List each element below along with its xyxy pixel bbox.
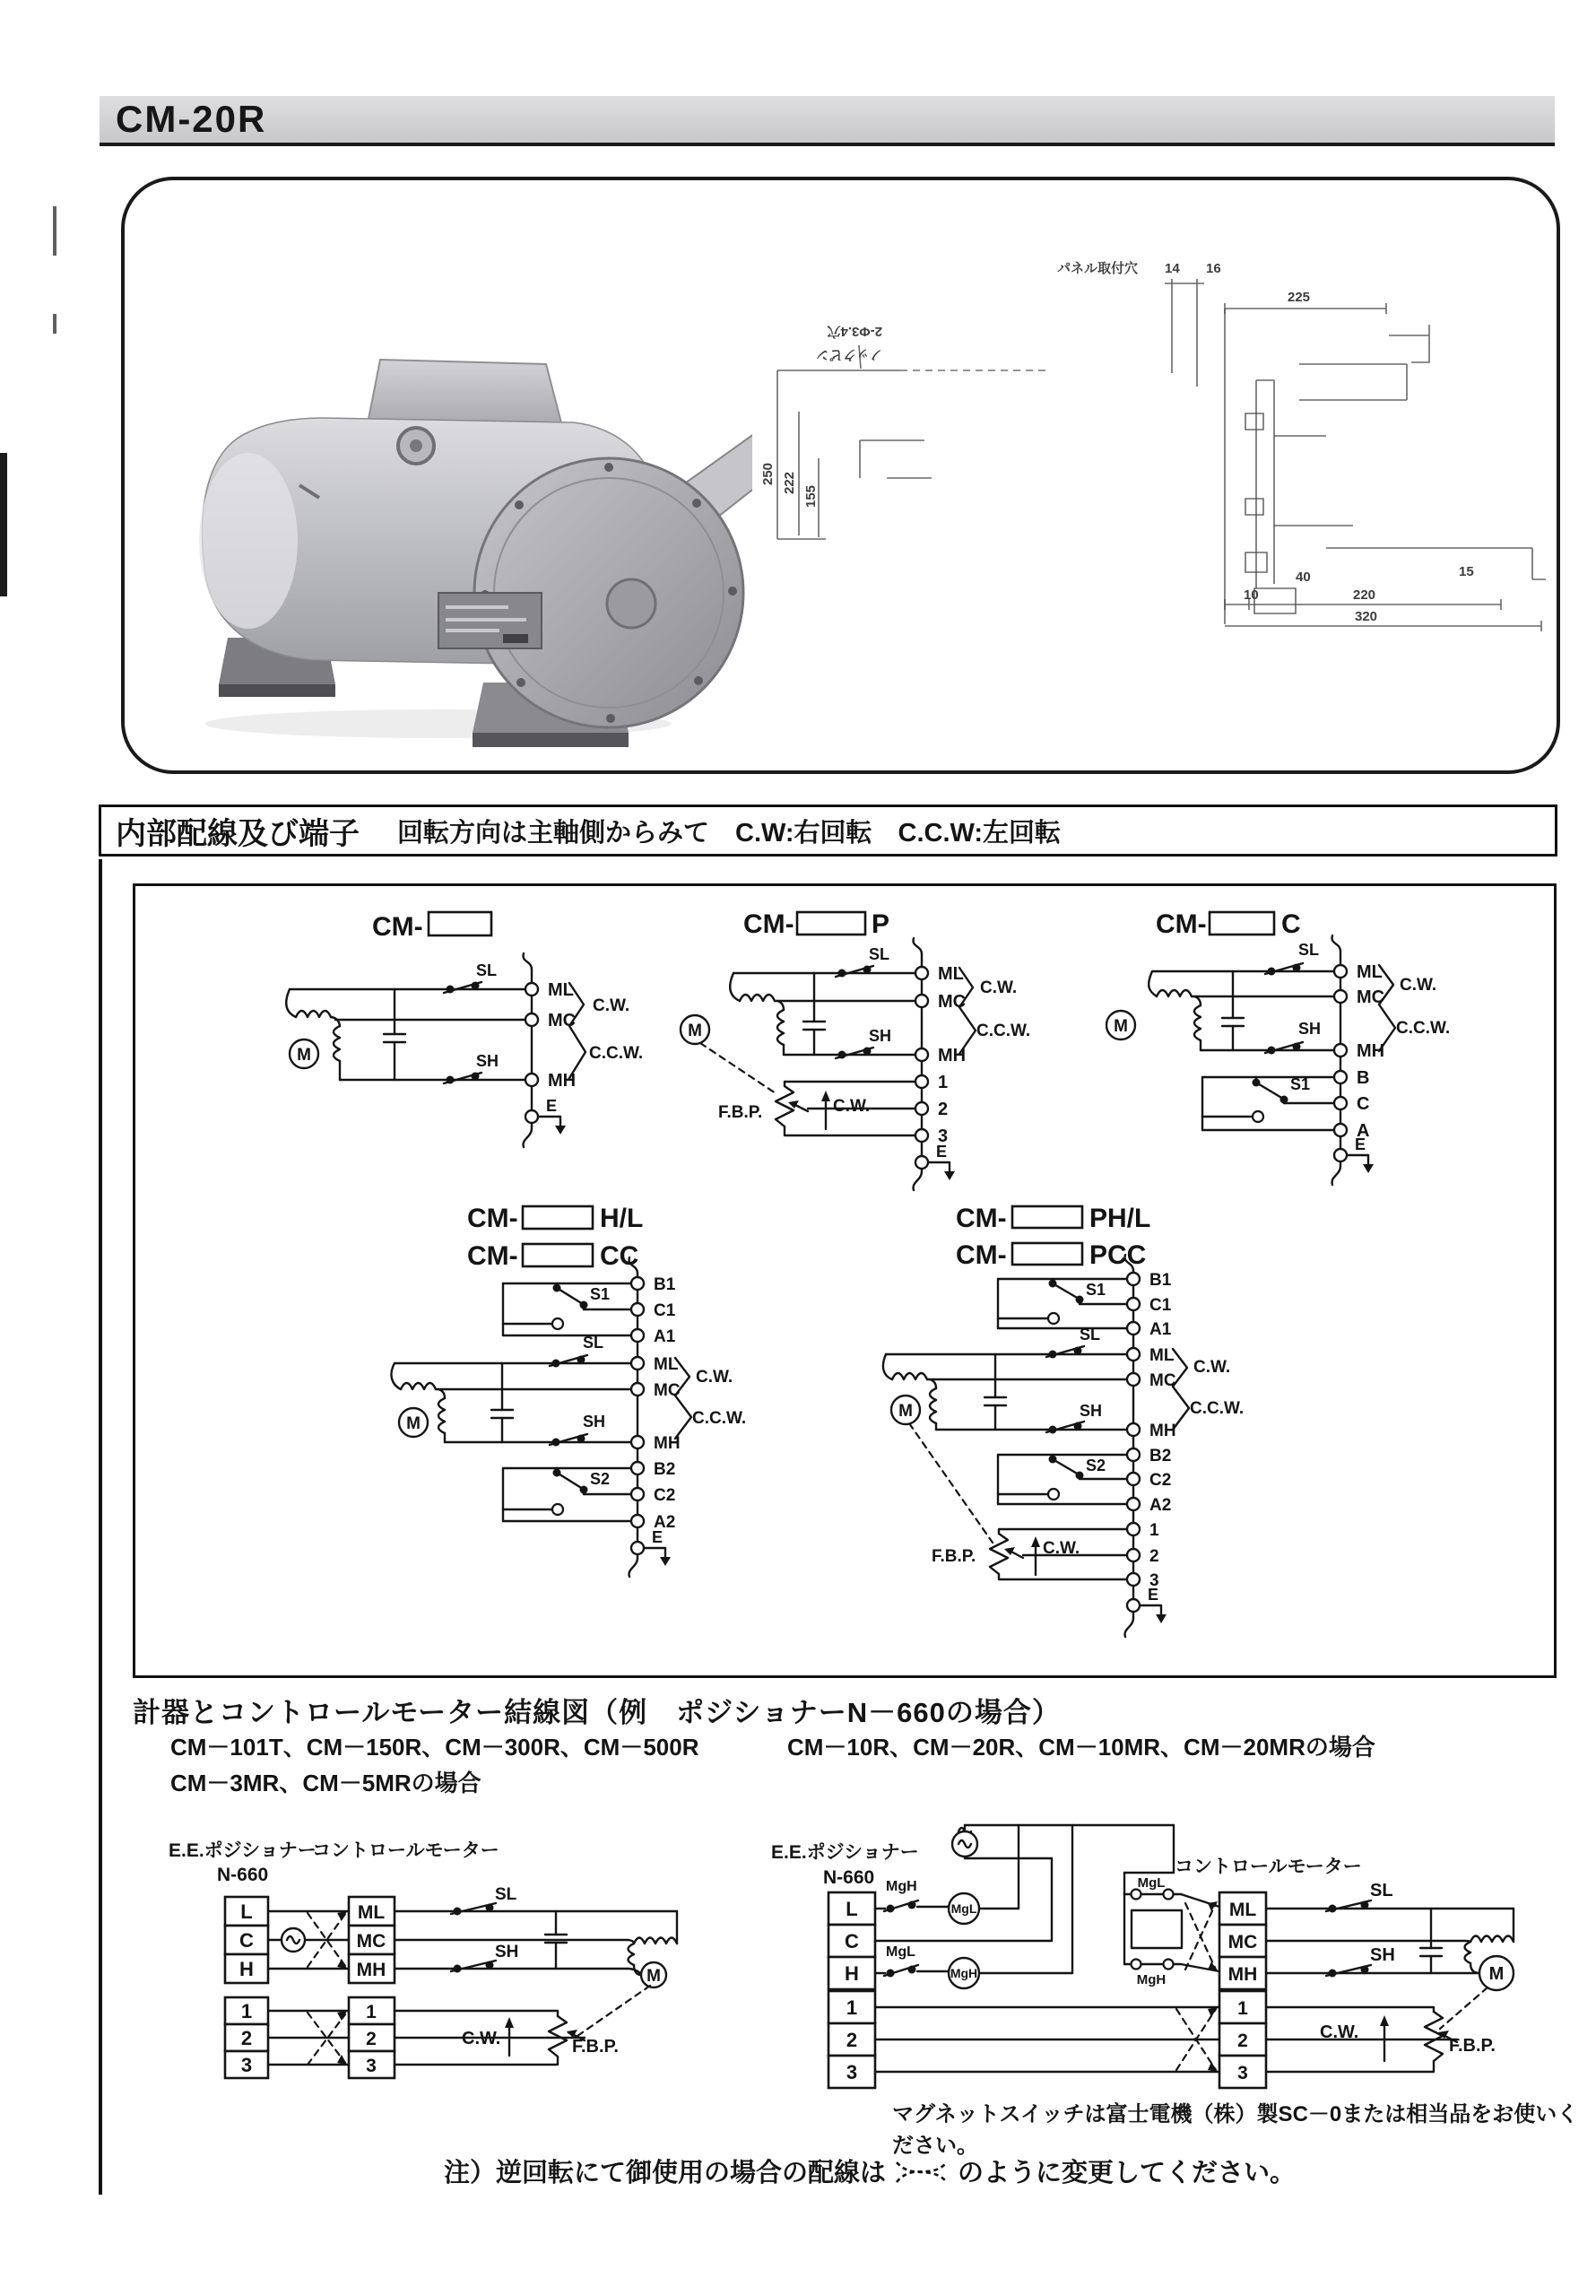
scan-artifact: [53, 314, 56, 334]
model-list-line: CM－101T、CM－150R、CM－300R、CM－500R: [170, 1734, 699, 1761]
svg-text:3: 3: [1237, 2063, 1248, 2083]
diagram-title-suffix: CC: [600, 1241, 639, 1271]
switch-label: SL: [869, 945, 890, 963]
model-code: CM-20R: [116, 98, 267, 140]
positioner-label: E.E.ポジショナー: [771, 1842, 919, 1863]
switch-label: S2: [1086, 1457, 1106, 1474]
cw-arrow: [1031, 1536, 1040, 1547]
dim-label: ノックピン: [816, 347, 882, 362]
terminal-label: C1: [654, 1301, 676, 1320]
rotation-label: C.C.W.: [589, 1044, 644, 1063]
rotation-label: C.C.W.: [1396, 1019, 1451, 1038]
svg-text:L: L: [846, 1898, 858, 1920]
terminal-label: MH: [1357, 1041, 1385, 1061]
switch-label: SH: [869, 1027, 892, 1045]
terminal-strips: [828, 1892, 1266, 2088]
terminal-label: E: [652, 1528, 664, 1546]
rotation-label: C.W.: [462, 2029, 501, 2048]
dim-value: 155: [803, 484, 819, 508]
rotation-label: C.W.: [1400, 976, 1437, 995]
terminal-label: ML: [654, 1355, 679, 1374]
terminal-label: MC: [1357, 987, 1385, 1007]
rotation-label: C.C.W.: [1190, 1399, 1245, 1418]
rotation-label: C.W.: [833, 1097, 871, 1116]
note-text: 注）逆回転にて御使用の場合の配線は: [444, 2159, 887, 2187]
dashed-link: [700, 1043, 776, 1093]
dim-value: 220: [1353, 587, 1376, 603]
scan-artifact: [0, 453, 7, 596]
svg-text:ML: ML: [357, 1902, 386, 1923]
diagram-title-suffix: PCC: [1089, 1240, 1147, 1270]
model-number-box: [523, 1206, 593, 1229]
switch-label: S1: [1290, 1075, 1311, 1093]
switch-label: SL: [495, 1885, 517, 1904]
svg-text:C: C: [845, 1930, 859, 1952]
terminal-label: MH: [654, 1434, 681, 1453]
motor-photo: [143, 216, 752, 754]
positioner-model: N-660: [823, 1867, 875, 1888]
dim-value: 320: [1355, 609, 1378, 624]
motor-label: M: [406, 1414, 421, 1433]
switch-label: SH: [1370, 1945, 1395, 1965]
terminal-label: B1: [1149, 1271, 1172, 1290]
contacts: [447, 982, 480, 1084]
terminal-label: B: [1357, 1068, 1370, 1088]
dim-label: 2-Φ3.4穴: [827, 324, 882, 339]
dim-value: 40: [1296, 570, 1311, 585]
terminal-label: MC: [654, 1381, 681, 1400]
wiper-arrow: [1004, 1547, 1015, 1555]
positioner-label: E.E.ポジショナー: [169, 1840, 317, 1861]
contacts: [454, 1904, 494, 1973]
magnet-switch-note: マグネットスイッチは富士電機（株）製SC－0または相当品をお使いください。: [892, 2102, 1579, 2158]
switch-label: SH: [1298, 1020, 1322, 1038]
switch-label: SL: [1080, 1326, 1101, 1344]
terminal-label: 1: [1149, 1521, 1159, 1540]
dashed-link: [1440, 1987, 1488, 2029]
svg-text:2: 2: [240, 2027, 253, 2049]
model-list-line: CM－3MR、CM－5MRの場合: [170, 1770, 481, 1796]
wires: [286, 953, 585, 1147]
switch-label: S1: [1086, 1281, 1106, 1299]
terminal-label: ML: [1357, 962, 1383, 982]
terminal-label: MC: [548, 1011, 577, 1031]
photo-dimensions-panel: [121, 177, 1560, 774]
svg-text:1: 1: [240, 2000, 253, 2022]
ground-arrow: [1156, 1614, 1167, 1623]
model-list-right: CM－10R、CM－20R、CM－10MR、CM－20MRの場合: [787, 1734, 1375, 1761]
rotation-label: C.W.: [593, 996, 630, 1015]
dashed-link: [909, 1423, 993, 1543]
wiring-diagram-cm-basic: [164, 900, 648, 1169]
diagram-title-prefix: CM-: [372, 912, 423, 942]
terminal-label: 3: [1149, 1571, 1159, 1590]
contact-label: MgL: [886, 1944, 915, 1960]
terminal-label: MH: [938, 1046, 967, 1065]
terminal-label: MH: [548, 1071, 577, 1091]
motor-label: M: [688, 1022, 702, 1040]
switch-label: SH: [476, 1052, 499, 1070]
terminal-label: C1: [1149, 1296, 1172, 1315]
switch-label: S2: [590, 1470, 611, 1488]
svg-text:2: 2: [846, 2029, 858, 2051]
rotation-label: C.W.: [1193, 1358, 1231, 1377]
switch-label: SH: [583, 1413, 606, 1431]
motor-illustration: [199, 360, 752, 747]
rotation-label: C.W.: [1043, 1539, 1080, 1558]
dimension-drawing-side: [752, 315, 1057, 611]
terminal-label: C2: [654, 1486, 676, 1505]
contacts: [1253, 964, 1301, 1123]
motor-label: M: [898, 1402, 913, 1421]
diagram-title-prefix: CM-: [956, 1204, 1007, 1233]
potentiometer-label: F.B.P.: [1449, 2036, 1496, 2056]
dimension-sketch: [1057, 260, 1546, 631]
dim-value: 250: [760, 462, 776, 485]
connection-diagram-small-models: [161, 1830, 735, 2170]
terminal-label: ML: [938, 964, 964, 984]
model-number-box: [1012, 1206, 1082, 1228]
motor-label: M: [1114, 1017, 1128, 1036]
terminal-label: 2: [1149, 1547, 1159, 1566]
model-list-left: [170, 1729, 698, 1801]
terminal-label: E: [1148, 1586, 1159, 1604]
switch-label: S1: [590, 1285, 611, 1303]
ground-arrow: [944, 1171, 955, 1180]
motor-label: M: [1488, 1964, 1505, 1984]
note-text: のように変更してください。: [958, 2159, 1297, 2187]
controller-label: コントロールモーター: [312, 1840, 499, 1861]
wiring-diagrams-box: [133, 883, 1557, 1678]
svg-text:1: 1: [366, 2002, 377, 2022]
dim-value: 15: [1459, 564, 1474, 579]
model-number-box: [429, 912, 491, 935]
rotation-label: C.C.W.: [692, 1409, 747, 1428]
switch-label: SL: [476, 961, 498, 979]
svg-text:MC: MC: [356, 1931, 386, 1952]
section-left-border: [99, 859, 102, 2195]
terminal-label: ML: [1149, 1346, 1175, 1365]
terminal-label: C2: [1149, 1471, 1172, 1490]
model-number-box: [797, 912, 865, 935]
dim-value: 222: [782, 471, 797, 494]
switch-label: SH: [495, 1943, 519, 1961]
terminal-label: B2: [654, 1460, 676, 1479]
svg-text:3: 3: [366, 2056, 377, 2076]
svg-text:H: H: [239, 1958, 254, 1980]
terminal-label: A2: [654, 1513, 676, 1532]
rotation-label: C.C.W.: [976, 1022, 1031, 1040]
svg-text:3: 3: [240, 2054, 253, 2076]
diagram-title-suffix: PH/L: [1089, 1204, 1151, 1233]
terminal-label: A: [1357, 1121, 1370, 1141]
terminal-label: B2: [1149, 1447, 1172, 1465]
controller-label: コントロールモーター: [1175, 1857, 1362, 1877]
terminal-label: 2: [938, 1100, 949, 1119]
dashed-cross-icon: [893, 2155, 950, 2187]
potentiometer-label: F.B.P.: [572, 2037, 619, 2057]
diagram-title-prefix: CM-: [956, 1240, 1007, 1270]
motor-label: M: [297, 1046, 311, 1065]
svg-text:2: 2: [366, 2029, 377, 2049]
switch-label: SL: [1370, 1881, 1393, 1900]
terminal-label: E: [1355, 1135, 1366, 1153]
model-number-box: [523, 1244, 593, 1266]
potentiometer-label: F.B.P.: [932, 1547, 976, 1566]
model-number-box: [1012, 1243, 1082, 1265]
model-header-bar: [100, 96, 1555, 146]
scan-artifact: [53, 206, 56, 256]
reverse-rotation-note: [444, 2152, 1296, 2189]
diagram-title-prefix: CM-: [467, 1204, 518, 1233]
rotation-label: C.W.: [1320, 2022, 1359, 2042]
cw-arrow: [821, 1091, 830, 1101]
diagram-title-suffix: H/L: [600, 1204, 644, 1233]
rotation-label: C.W.: [980, 978, 1018, 997]
svg-text:2: 2: [1237, 2031, 1248, 2051]
svg-text:1: 1: [846, 1996, 858, 2019]
svg-text:MH: MH: [1227, 1964, 1258, 1985]
terminal-label: A2: [1149, 1496, 1172, 1515]
terminal-label: E: [936, 1143, 948, 1161]
ground-arrow: [1363, 1164, 1374, 1173]
svg-text:1: 1: [1237, 1998, 1248, 2019]
terminal-label: ML: [548, 980, 574, 1000]
ground-arrow: [660, 1557, 671, 1566]
terminal-label: 3: [938, 1126, 949, 1146]
example-section-title: 計器とコントロールモーター結線図（例 ポジショナーN－660の場合）: [133, 1697, 1061, 1728]
wiring-diagram-cm-hl-cc: [379, 1191, 756, 1586]
svg-text:3: 3: [846, 2061, 858, 2083]
diagram-title-prefix: CM-: [467, 1241, 518, 1271]
svg-text:C: C: [239, 1929, 254, 1952]
wires: [391, 1257, 691, 1577]
svg-text:ML: ML: [1228, 1900, 1257, 1920]
terminal-label: B1: [654, 1275, 676, 1294]
svg-text:MC: MC: [1227, 1932, 1258, 1952]
dim-label: パネル取付穴: [1057, 261, 1139, 276]
switch-label: SL: [1298, 941, 1320, 959]
switch-label: SH: [1080, 1402, 1103, 1420]
motor-label: M: [646, 1967, 661, 1986]
wiring-diagram-cm-c: [1106, 900, 1554, 1196]
positioner-model: N-660: [217, 1865, 269, 1885]
terminal-label: C: [1357, 1094, 1370, 1114]
terminal-label: MC: [938, 992, 967, 1012]
svg-text:L: L: [240, 1900, 253, 1923]
rotation-label: C.W.: [696, 1368, 733, 1387]
svg-text:MH: MH: [356, 1960, 386, 1980]
contact-label: MgL: [1137, 1875, 1166, 1891]
dim-value: 225: [1288, 290, 1311, 305]
terminal-label: 1: [938, 1073, 949, 1092]
svg-text:H: H: [845, 1962, 859, 1985]
dimension-drawing-outline: [1030, 230, 1550, 660]
contact-label: MgH: [1136, 1972, 1167, 1987]
contacts: [838, 966, 872, 1059]
terminal-label: MH: [1149, 1422, 1176, 1440]
model-number-box: [1210, 912, 1274, 935]
switch-label: SL: [583, 1334, 604, 1352]
svg-text:MgL: MgL: [950, 1901, 977, 1916]
terminal-label: A1: [1149, 1320, 1172, 1339]
dimension-sketch: [760, 324, 1048, 539]
diagram-title-suffix: C: [1281, 909, 1301, 939]
dim-value: 14: [1165, 261, 1180, 276]
terminal-label: E: [546, 1097, 558, 1115]
diagram-title-prefix: CM-: [1156, 909, 1207, 939]
wiring-diagram-cm-phl-pcc: [881, 1191, 1330, 1648]
contact-label: MgH: [886, 1879, 917, 1894]
terminal-label: MC: [1149, 1371, 1176, 1390]
diagram-title-suffix: P: [872, 909, 890, 939]
ground-arrow: [555, 1126, 566, 1135]
section-subtitle: 回転方向は主軸側からみて C.W:右回転 C.C.W:左回転: [397, 818, 1062, 848]
wires: [883, 1255, 1189, 1637]
terminal-label: A1: [654, 1327, 676, 1346]
terminal-strips: [225, 1897, 395, 2078]
svg-text:MgH: MgH: [950, 1966, 978, 1980]
reverse-wiring-dashes: [308, 1913, 345, 2065]
wiring-section-header: [99, 804, 1557, 857]
dashed-link: [577, 1986, 650, 2036]
diagram-title-prefix: CM-: [743, 909, 794, 939]
dim-value: 16: [1206, 261, 1221, 276]
potentiometer-label: F.B.P.: [718, 1103, 763, 1122]
section-title: 内部配線及び端子: [116, 816, 360, 851]
dim-value: 10: [1244, 587, 1259, 603]
